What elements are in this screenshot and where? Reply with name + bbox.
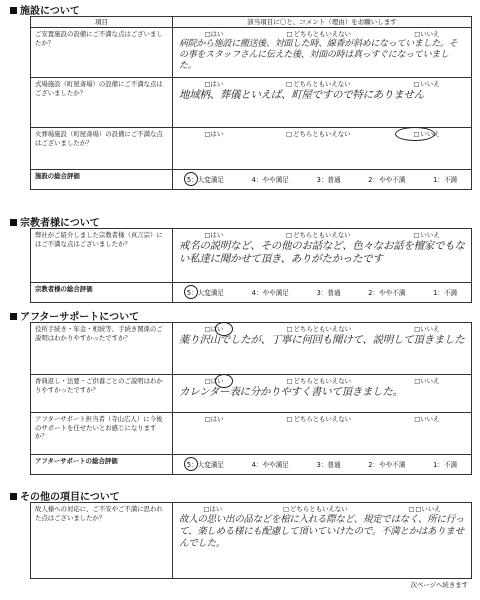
rating-2[interactable]: 2：やや不満 (368, 289, 406, 297)
selection-circle (215, 322, 233, 336)
header-instruction: 該当項目に〇と、コメント（理由）をお願いします (173, 17, 472, 28)
rating-1[interactable]: 1：不満 (433, 461, 458, 469)
comment-text: 病院から施設に搬送後、対面した時、線香が斜めになっていました。その事をスタッフさんに伝えた後、対面の時は真っすぐになっていました。 (179, 39, 458, 71)
question: ご安置施設の設備にご不満な点はございましたか？ (31, 28, 173, 78)
question: 役所手続き・年金・相続等、手続き関係のご説明はわかりやすかったですか？ (31, 323, 173, 375)
question: 故人様への対応に、ご不安やご不満に思われた点はございましたか？ (31, 503, 173, 579)
rating-2[interactable]: 2：やや不満 (368, 461, 406, 469)
rating-2[interactable]: 2：やや不満 (368, 176, 406, 184)
option-neutral[interactable]: □ どちらともいえない (287, 414, 352, 423)
option-yes[interactable]: □はい (204, 80, 224, 88)
section-title-facility: 施設について (10, 2, 80, 17)
option-neutral[interactable]: □ どちらともいえない (283, 504, 348, 513)
answer-cell (173, 323, 472, 375)
evaluation-cell (173, 283, 472, 303)
option-no[interactable]: □ いいえ (413, 129, 439, 138)
header-item: 項目 (31, 17, 173, 28)
selection-circle (184, 285, 198, 299)
evaluation-label: アフターサポートの総合評価 (31, 455, 173, 475)
option-neutral[interactable]: □ どちらともいえない (286, 129, 351, 138)
answer-cell (173, 229, 472, 283)
section-title-after-support: アフターサポートについて (10, 308, 139, 323)
option-yes[interactable]: □はい (203, 505, 223, 513)
after-support-table (30, 322, 472, 475)
option-no[interactable]: □ □いいえ (408, 504, 440, 513)
section-title-other: その他の項目について (10, 488, 120, 503)
question: 香典返し・法要・ご供養ごとのご説明はわかりやすかったですか？ (31, 375, 173, 413)
evaluation-label: 宗教者様の総合評価 (31, 283, 173, 303)
comment-text: 地域柄、葬儀といえば、町屋ですので特にありません (179, 89, 424, 101)
option-yes[interactable]: □はい (204, 415, 224, 423)
comment-text: 戒名の説明など、その他のお話など、色々なお話を檀家でもない私達に聞かせて頂き、ありがたかったです (179, 240, 465, 265)
answer-cell (173, 28, 472, 78)
rating-1[interactable]: 1：不満 (433, 176, 458, 184)
question: 火葬場施設（町屋斎場）の設備にご不満な点はございましたか？ (31, 128, 173, 170)
option-no[interactable]: □ いいえ (413, 230, 439, 239)
rating-4[interactable]: 4：やや満足 (251, 461, 289, 469)
question: 弊社がご紹介しました宗教者様（真言宗）にはご不満な点はございましたか？ (31, 229, 173, 283)
option-yes[interactable]: □はい (204, 130, 224, 138)
comment-text: カレンダー表に分かりやすく書いて頂きました。 (179, 386, 403, 398)
rating-4[interactable]: 4：やや満足 (251, 176, 289, 184)
option-no[interactable]: □いいえ (414, 377, 440, 385)
evaluation-cell (173, 455, 472, 475)
selection-circle (184, 457, 198, 471)
option-yes[interactable]: □はい (204, 231, 224, 239)
option-yes[interactable]: □はい (204, 325, 224, 333)
answer-cell (173, 78, 472, 128)
option-neutral[interactable]: □ どちらともいえない (287, 29, 352, 38)
answer-cell (173, 375, 472, 413)
selection-circle (395, 127, 435, 141)
option-neutral[interactable]: □ どちらともいえない (286, 79, 351, 88)
rating-3[interactable]: 3：普通 (316, 461, 341, 469)
rating-3[interactable]: 3：普通 (316, 176, 341, 184)
section-title-priest: 宗教者様について (10, 214, 100, 229)
option-no[interactable]: □いいえ (414, 325, 440, 333)
option-neutral[interactable]: □ どちらともいえない (286, 230, 351, 239)
option-neutral[interactable]: □ どちらともいえない (287, 324, 352, 333)
option-yes[interactable]: □はい (204, 30, 224, 38)
facility-table (30, 16, 472, 190)
option-no[interactable]: □ いいえ (413, 79, 439, 88)
evaluation-label: 施設の総合評価 (31, 170, 173, 190)
rating-3[interactable]: 3：普通 (316, 289, 341, 297)
priest-table (30, 228, 472, 303)
question: アフターサポート担当者（寺山広人）に今後のサポートを任せたいとお感じになりますか？ (31, 413, 173, 455)
selection-circle (215, 374, 233, 388)
selection-circle (184, 172, 198, 186)
answer-cell (173, 413, 472, 455)
evaluation-cell (173, 170, 472, 190)
rating-5[interactable]: 5：大変満足 (186, 289, 225, 297)
continued-note: 次ページへ続きます (410, 581, 468, 589)
rating-1[interactable]: 1：不満 (433, 289, 458, 297)
other-table (30, 502, 472, 579)
option-yes[interactable]: □はい (204, 377, 224, 385)
option-no[interactable]: □いいえ (414, 415, 440, 423)
comment-text: 薬り沢山でしたが、丁寧に何回も聞けて、説明して頂きました (179, 334, 465, 346)
answer-cell (173, 128, 472, 170)
rating-5[interactable]: 5：大変満足 (186, 176, 225, 184)
option-no[interactable]: □いいえ (414, 30, 440, 38)
option-neutral[interactable]: □ どちらともいえない (287, 376, 352, 385)
question: 式場施設（町屋斎場）の設備にご不満な点はございましたか？ (31, 78, 173, 128)
comment-text: 故人の思い出の品などを棺に入れる際など、規定ではなく、所に行って、楽しめる様にも配慮して頂いていけたので。不満とかはありませんでした。 (179, 514, 465, 549)
rating-4[interactable]: 4：やや満足 (251, 289, 289, 297)
rating-5[interactable]: 5：大変満足 (186, 461, 225, 469)
answer-cell (173, 503, 472, 579)
